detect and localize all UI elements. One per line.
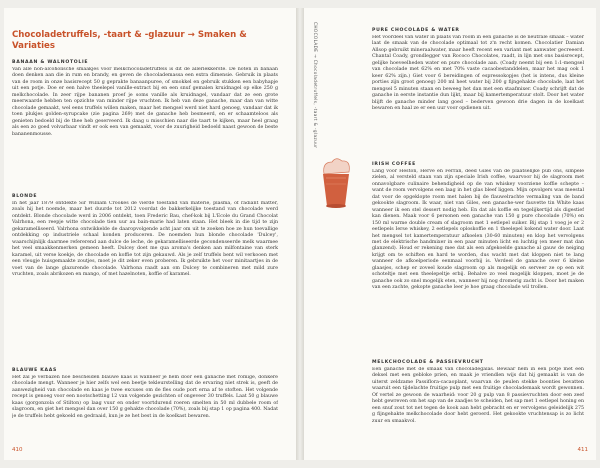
section-heading-pure-water: PURE CHOCOLADE & WATER: [372, 28, 460, 33]
section-body-passievrucht: Een ganache met de smaak van chocoladegalas. Bewaar hem in een potje met een deksel met een gebloke prien, en maak je vriendlen wijs dat hij gemaakt is van de uiterst zeldzame Passiflora-cacaoplant, waarvan de peulen stekke boonties bevatten waaruit een tijdelachte fruitige pulp met een fruitige chocolademaak wordt gewonnen. Of vertel ze gewoon de waarheid: voor 20 g pulp van 8 passievruchten door een zeef hebt gewreven om het sap van de zaadjes te scheiden, het sap met 1 eetlepel honing en een snuf zout tot net tegen de kook aan hebt gebracht en er vervolgens geleidelijk 275 g fijngehakte melkchocolade door hebt geroerd. Het gekookte vruchtensap is zo licht zuur en smaakvol.: [372, 367, 584, 424]
irish-coffee-illustration-icon: [318, 156, 354, 212]
section-body-pure-water: Het voordeel van water in plaats van room in een ganache is de neutrale smaak – water laat de smaak van de chocolade optimaal tot z'n recht komen. Chocolatier Damian Allsop gebruikt mineraalwater, maar heeft recent een variant met aanwater gecreeerd. Chantal Coady, grondlegger van Rococo Chocolates, raadt, in lijn met ons basisrecept, gelijke hoeveelheden water en pure chocolade aan. (Coady neemt bij een 1:1-mengsel van chocolade met 62% en met 70% vaste cacaobestanddelen, maar het mag ook 1 keer 62% zijn.) Giet voor 6 bereidingen of espressokopjes (het is intens, dus kleine porties zijn groot genoeg) 200 ml heet water bij 200 g fijngehakte chocolade, laat het mengsel 5 minuten staan en beweeg het dan met een staafmixer. Coady schrijft dat de ganache in eerste instantie dun lijkt, maar bij kamertemperatuur stolt. Door het water blijft de ganache minder lang goed – bederven gewoon drie dagen in de koelkast bewaren en haal ze er een uur voor opdienen uit.: [372, 35, 584, 111]
section-heading-blauwe-kaas: BLAUWE KAAS: [12, 368, 58, 373]
page-number-left: 410: [12, 447, 23, 453]
page-number-right: 411: [577, 447, 588, 453]
section-body-irish-coffee: Lang voor Heston, Herve en Ferran, deed Giles van de plaatselijke pub ons, simpele zielen, al versteld staan van zijn speciale Irish coffee, waarvoor hij de slagroom met onnavolgbare culinaire behendigheid op de van whiskey voorziene koffie schepte – want de room vervolgens een laag in het glas bleef liggen. Mijn opvolgers was meestal dat voor de opgeklopte room met halen bij de flauwelrachte vermaling van de band gekookte slagroom. Ik waar, niet van Giles, een ganache-wer fauvette tin White kaas wanneer ik een stel dessert nodig heb. En dat als koffie en tegelijkertijd als digestief kan dienen. Maak voor 6 personen een ganache van 150 g pure chocolade (70%) en 150 ml warme double cream of slagroom met 1 eetlepel suiker. Bij stap 1 voeg je er 2 eetlepels Ierse whiskey, 2 eetlepels oploskoffie en 1 theelepel kokend water door. Laat het mengsel tot kamertemperatuur afkoelen (30-60 minuten) en klop het vervolgens met de elektrische handmixer in een paar minuten licht en luchtig (en meer mat dan glanzend). Houd er rekening mee dat als een afgekoelde ganache al gauw de neiging krijgt om te schiften en hard te worden, dus wacht met dat kloppen niet te lang wanneer de afkoelperiode eenmaal voorbij is. Verdeel de ganache over 6 kleine glaasjes, schep er zoveel koude slagroom op als mogelijk en serveer ze op een wit schoteltje met een theelepeltje erbij. Behalve zo veel mogelijk kloppen, moet je de ganache ook zo snel mogelijk eten, wanneer hij nog dromerig zacht is. Door het maken van een zachte, gekopte ganache leer je hoe graag chocolade wil trollen.: [372, 169, 584, 291]
running-head: CHOCOLADE → Chocoladetruffels, -taart & -glazuur: [313, 22, 318, 149]
section-body-blonde: In het jaar 1879 ontdekte Sir William Crookes de vierde toestand van materie, plasma, of radiant matter, zoals hij het noemde, maar het duurde tot 2012 voordat de bakkerkelijke toestand van chocolade werd ontdekt. Blonde chocolade werd in 2006 ontdekt, toen Frederic Bau, chef-kok bij L'Ecole du Grand Chocolat Valrhona, een reepje witte chocolade tien uur au bain-marie had laten staan. Het bleek in die tijd te zijn gekaramelliseerd. Valrhona ontwikkelde de daaropvolgende acht jaar om uit te zoeken hoe ze hun toevallige ontdekking op industriele schaal konden produceren. De noemden hun blonde chocolade 'Dulcey', waarschijnlijk daarmee refererend aan dulce de leche, de gekaramelliseerde gecondenseerde melk waarmee het veel smaakkenmerken gemeen heeft. Dulcey doet me qua aroma's denken aan milfontaine van sterk karamel, uit verse koekje, de chocolade en koffie tot zijn gekauwd. Als je zelf truffels bent wil verkooen met een vleugje huisgemaakte zoutjes, moet je dit zeker even proberen. Ik gebruikte het voor minitaartjes in de voet van de lange glazurende chocolade. Valrhona raadt aan om Dulcey te combineren met mild zure vruchten, zoals abrikozen en mango, of met hazelnoten, koffie of karamel.: [12, 201, 278, 277]
section-body-blauwe-kaas: Het zal je verbazen hoe bescheiden blauwe kaas is wanneer je hem door een ganache met romige, donkere chocolade mengt. Wanneer je hier zelfs wel een beetje tekleurstelling dat de ervaring niet strek is, geeft de aanwezigheid van chocolade en kaas je twee excuses om de fles oude port erna af te stoften. Het volgende recept is genoeg voor een nootschetting 12 van volgende gezichten of ongeveer 30 truffels. Laat 50 g blauwe kaas (gorgonzola of Stilton) op laag vuur en onder voortdurend roeren smelten in 50 ml dubbele room of slagroom, en giet het mengsel dan over 150 g gehakte chocolade (70%), zoals bij stap 1 op pagina 400. Nadat je de truffels hebt gekoeld en gedraaid, kun je ze het best in de koelkast bewaren.: [12, 375, 278, 419]
right-page: [304, 8, 596, 460]
section-heading-banaan: BANAAN & WALNOTOLIE: [12, 60, 89, 65]
recipe-title: Chocoladetruffels, -taart & -glazuur → Smaken & Variaties: [12, 30, 247, 51]
section-heading-irish-coffee: IRISH COFFEE: [372, 162, 416, 167]
section-body-banaan: Van alle non-alcoholische smaakjes voor melkchocoladetruffels is dit de allerlekkerste. De noten in banaan doen denken aan die in rum en brandy, en geven de chocolademassa een extra dimensie. Gebruik in plaats van de room in onze basisrecept 50 g geprakte banaanpuree, of smokkel en gebruik stukken een babyhapje uit een potje. Doe er een halve theelepel vanille-extract bij en een snuf gemalen kruidnagel op elke 250 g melkchocolade. In zeer rijpe bananen proef je soms vanille als kruidnagel, vandaar dat ze een grote meerwaarde hebben ten opzichte van minder rijpe vruchten. Ik heb van deze ganache, maar dan van witte chocolade gemaakt, wel eens truffels willen maken, maar het mengsel werd niet hard genoeg, vandaar dat ik toen plukjes golden-syrupcake (zie pagina 269) met de ganache heb besmeerd, en er schaamteloos als genieten bedoeld bij de thee heb geserveerd. Ik daag u misschien naar die taart te kijken, maar heel graag als een zo goed volvarbaar vindt er ook een van gemaakt, voor de zuurigheid bedoeld naast gewoon de beste bananenmousse.: [12, 67, 278, 137]
left-page: [4, 8, 296, 460]
book-gutter: [296, 8, 304, 460]
section-heading-blonde: BLONDE: [12, 194, 38, 199]
section-heading-passievrucht: MELKCHOCOLADE & PASSIEVRUCHT: [372, 360, 484, 365]
